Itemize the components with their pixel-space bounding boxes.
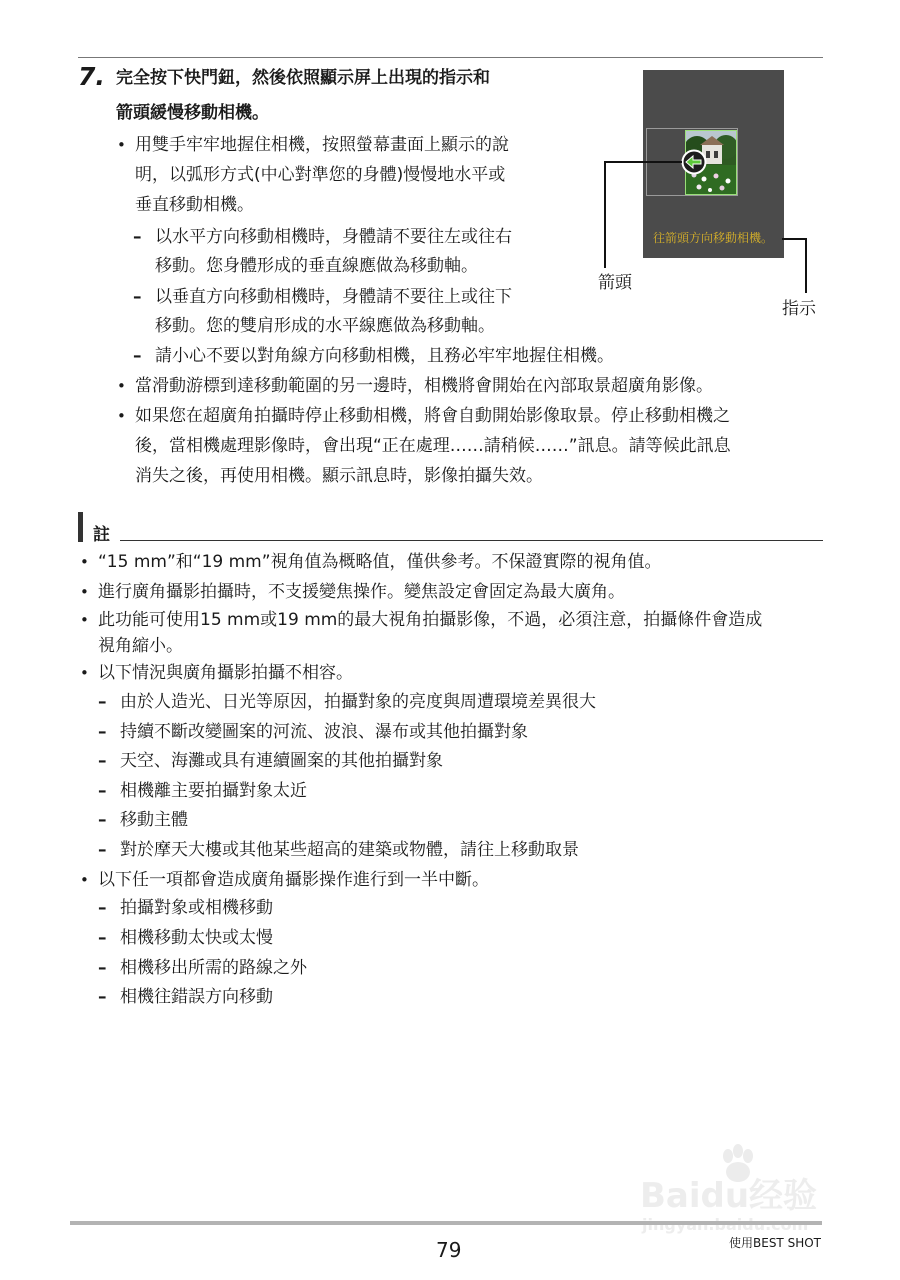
baidu-jingyan-watermark [640,1140,840,1240]
watermark-url [642,1216,808,1234]
note-4-item: 移動主體 [120,810,188,830]
note-title: 註 [93,525,110,545]
note-4-item: 天空、海灘或具有連續圖案的其他拍攝對象 [120,751,443,771]
dash-marker: – [133,227,142,247]
bullet-dot: • [117,407,126,425]
note-5-item: 相機移出所需的路線之外 [120,958,307,978]
bullet-dot: • [80,553,89,571]
bullet-dot: • [80,664,89,682]
instruction-callout-vertical [805,238,807,293]
note-3-line-2: 視角縮小。 [98,636,183,656]
page-number: 79 [436,1238,462,1262]
section-name: 使用BEST SHOT [729,1236,821,1250]
dash-1-line-2: 移動。您身體形成的垂直線應做為移動軸。 [155,256,478,276]
dash-marker: – [98,810,107,830]
bullet-3-line-2: 後，當相機處理影像時，會出現“正在處理……請稍候……”訊息。請等候此訊息 [135,436,731,456]
dash-marker: – [98,840,107,860]
left-arrow-icon [681,149,707,175]
dash-marker: – [98,781,107,801]
dash-marker: – [98,722,107,742]
note-4-item: 對於摩天大樓或其他某些超高的建築或物體，請往上移動取景 [120,840,579,860]
footer-rule [70,1221,822,1225]
dash-marker: – [98,928,107,948]
note-5-text: 以下任一項都會造成廣角攝影操作進行到一半中斷。 [98,870,489,890]
bullet-3-line-1: 如果您在超廣角拍攝時停止移動相機，將會自動開始影像取景。停止移動相機之 [135,406,730,426]
dash-marker: – [133,346,142,366]
note-2-text: 進行廣角攝影拍攝時，不支援變焦操作。變焦設定會固定為最大廣角。 [98,582,625,602]
bullet-1-line-1: 用雙手牢牢地握住相機，按照螢幕畫面上顯示的說 [135,135,509,155]
dash-1-line-1: 以水平方向移動相機時，身體請不要往左或往右 [155,227,512,247]
bullet-2-text: 當滑動游標到達移動範圍的另一邊時，相機將會開始在內部取景超廣角影像。 [135,376,713,396]
watermark-brand: Baidu经验 [640,1176,818,1216]
dash-2-line-1: 以垂直方向移動相機時，身體請不要往上或往下 [155,287,512,307]
note-4-item: 由於人造光、日光等原因，拍攝對象的亮度與周遭環境差異很大 [120,692,596,712]
dash-marker: – [98,692,107,712]
bullet-dot: • [117,377,126,395]
dash-marker: – [133,287,142,307]
dash-marker: – [98,987,107,1007]
bullet-dot: • [117,136,126,154]
label-instruction: 指示 [782,299,816,319]
arrow-callout-vertical [604,161,606,268]
bullet-3-line-3: 消失之後，再使用相機。顯示訊息時，影像拍攝失效。 [135,466,543,486]
dash-2-line-2: 移動。您的雙肩形成的水平線應做為移動軸。 [155,316,495,336]
bullet-dot: • [80,611,89,629]
bullet-1-line-3: 垂直移動相機。 [135,195,254,215]
label-arrow: 箭頭 [598,273,632,293]
arrow-callout-horizontal [604,161,682,163]
bullet-1-line-2: 明，以弧形方式(中心對準您的身體)慢慢地水平或 [135,165,506,185]
dash-3-text: 請小心不要以對角線方向移動相機，且務必牢牢地握住相機。 [155,346,614,366]
bullet-dot: • [80,583,89,601]
note-5-item: 相機移動太快或太慢 [120,928,273,948]
step-title-line-1: 完全按下快門鈕，然後依照顯示屏上出現的指示和 [116,68,490,88]
top-rule [78,57,823,58]
note-rule [120,540,823,541]
step-number: 7. [78,62,105,91]
note-3-line-1: 此功能可使用15 mm或19 mm的最大視角拍攝影像，不過，必須注意，拍攝條件會造成 [98,610,763,630]
note-4-item: 持續不斷改變圖案的河流、波浪、瀑布或其他拍攝對象 [120,722,528,742]
dash-marker: – [98,751,107,771]
note-4-item: 相機離主要拍攝對象太近 [120,781,307,801]
note-4-text: 以下情況與廣角攝影拍攝不相容。 [98,663,353,683]
step-title-line-2: 箭頭緩慢移動相機。 [116,103,269,123]
instruction-callout-horizontal [782,238,807,240]
note-5-item: 拍攝對象或相機移動 [120,898,273,918]
note-marker [78,512,83,542]
bullet-dot: • [80,871,89,889]
screen-message: 往箭頭方向移動相機。 [653,231,774,245]
note-5-item: 相機往錯誤方向移動 [120,987,273,1007]
dash-marker: – [98,958,107,978]
dash-marker: – [98,898,107,918]
note-1-text: “15 mm”和“19 mm”視角值為概略值，僅供參考。不保證實際的視角值。 [98,552,662,572]
